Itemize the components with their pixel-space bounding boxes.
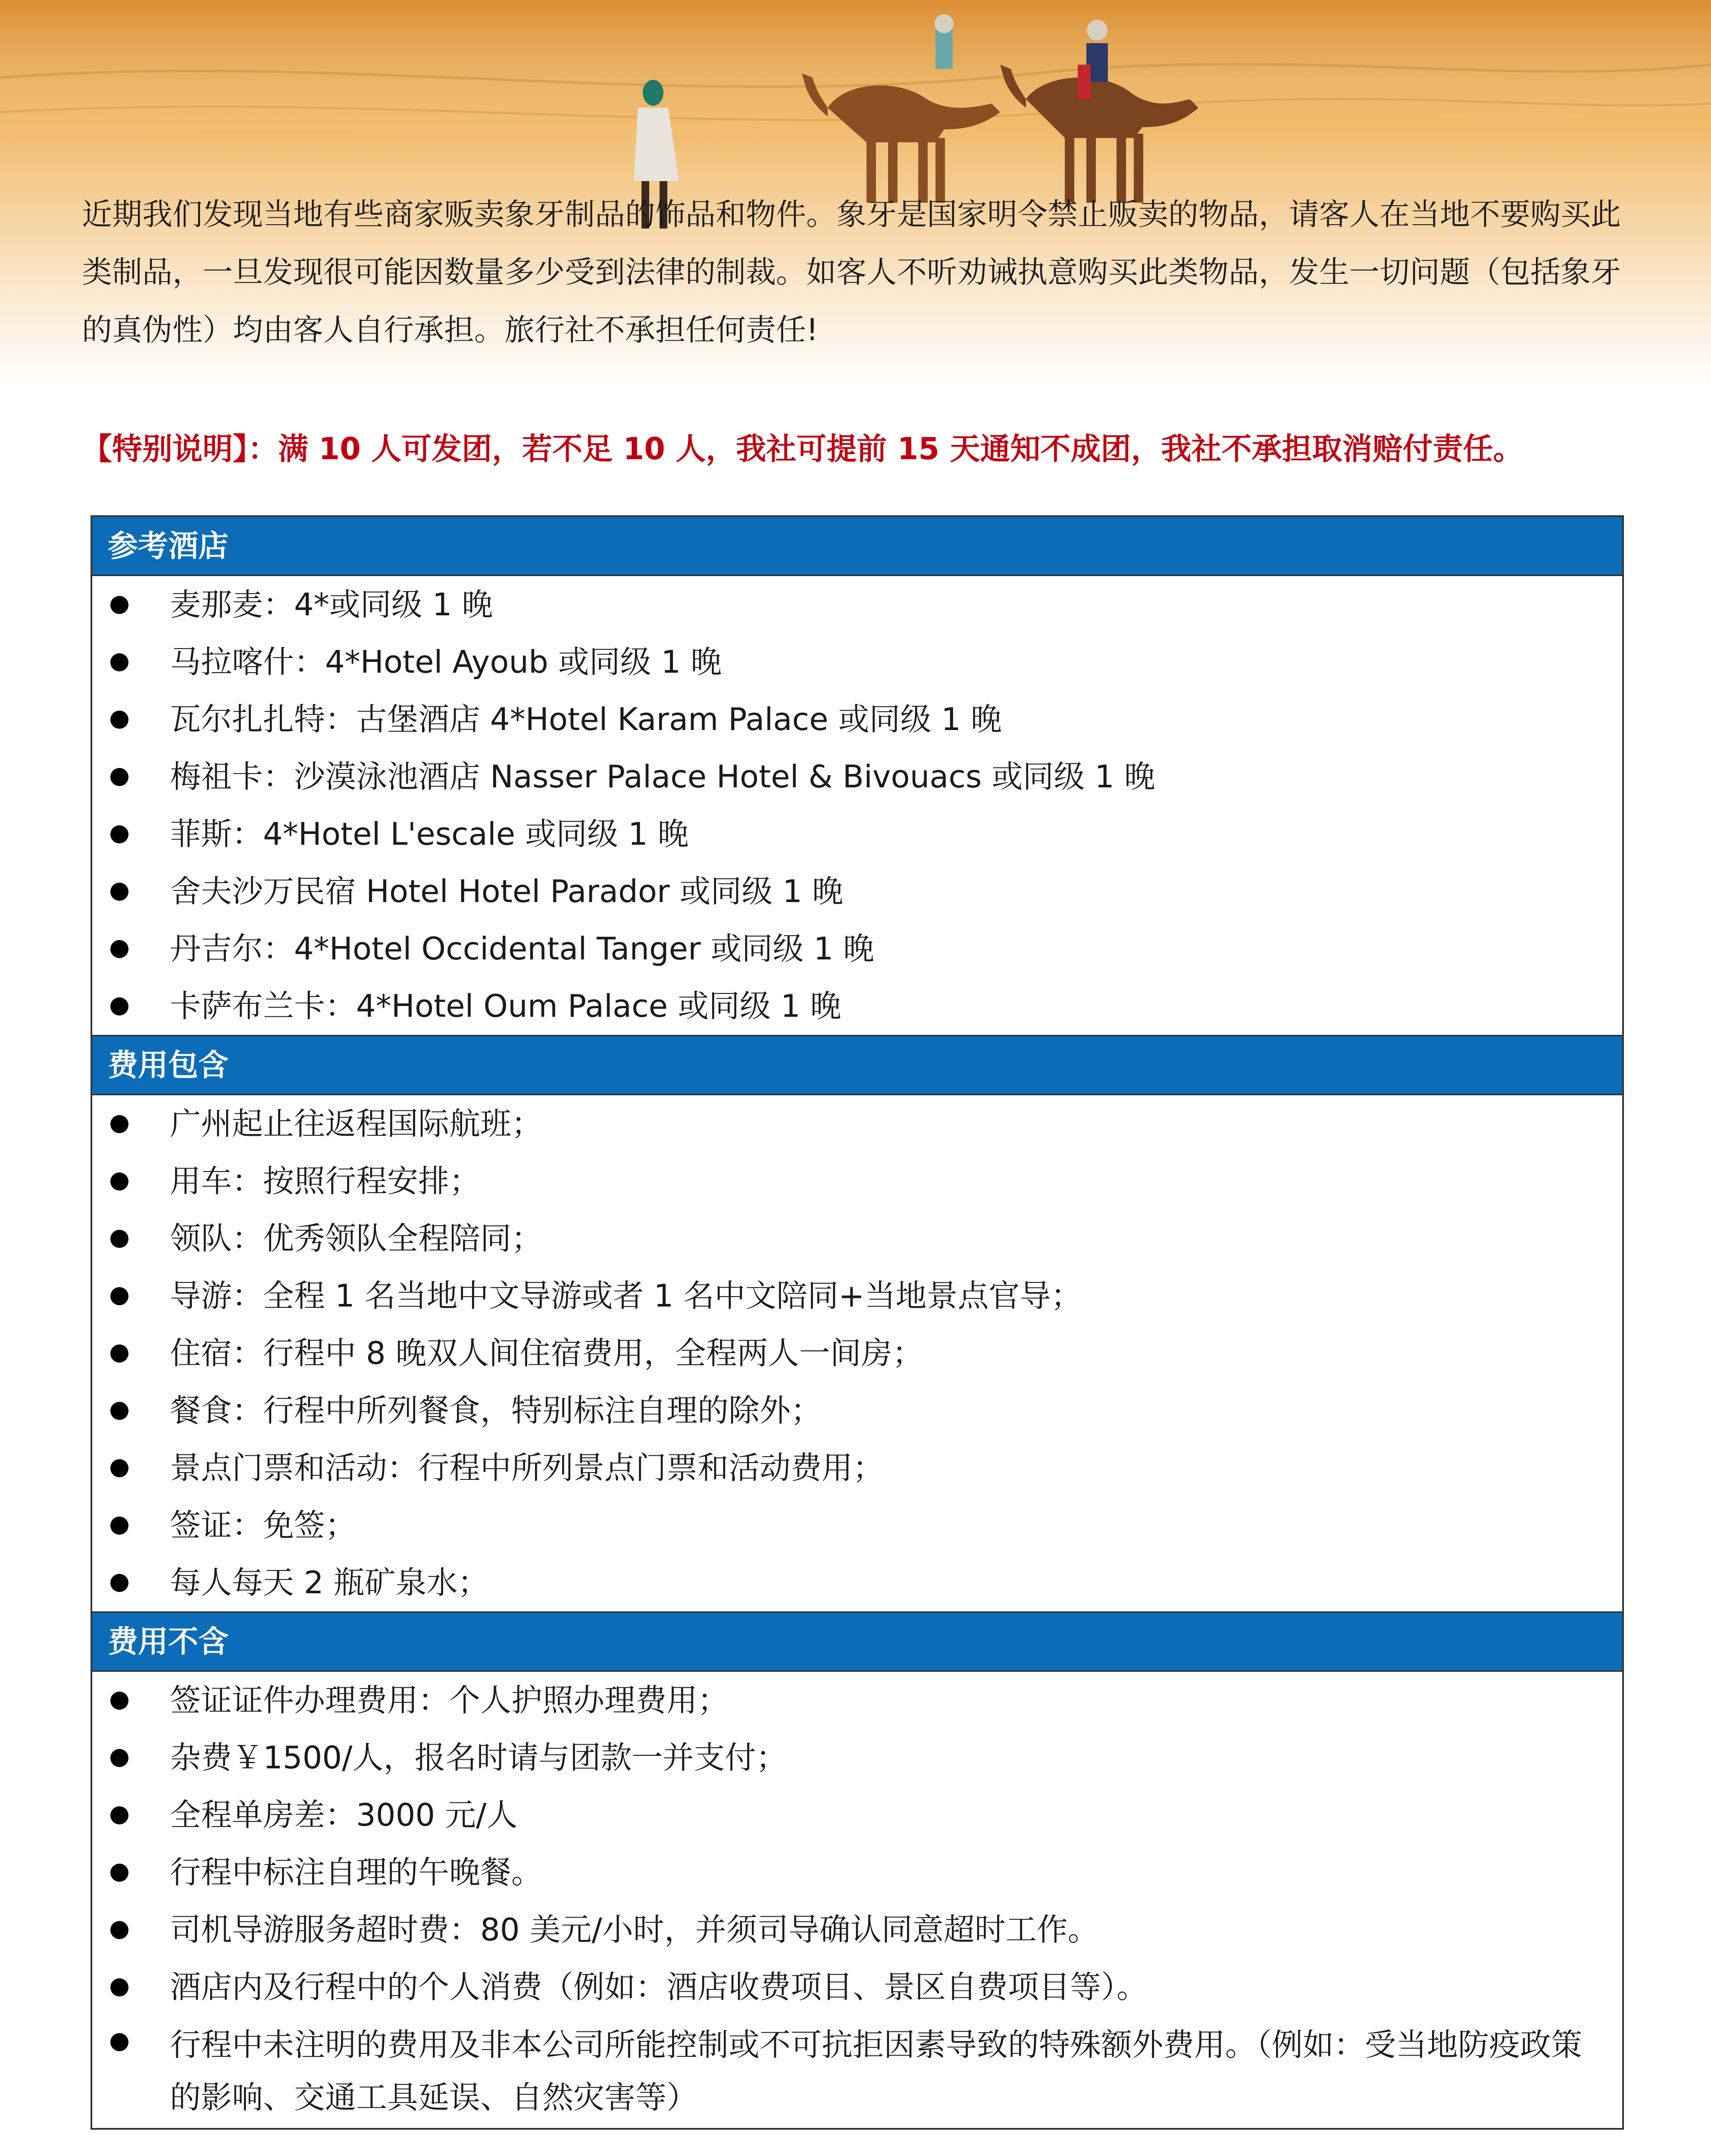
bullet-icon (110, 1692, 128, 1710)
list-item-text: 瓦尔扎扎特：古堡酒店 4*Hotel Karam Palace 或同级 1 晚 (170, 701, 1002, 737)
list-item (92, 805, 1622, 863)
list-item (92, 1267, 1622, 1325)
bullet-icon (110, 1344, 128, 1363)
bullet-icon (110, 940, 128, 958)
list-item-text: 马拉喀什：4*Hotel Ayoub 或同级 1 晚 (170, 644, 722, 680)
list-item-text: 麦那麦：4*或同级 1 晚 (170, 586, 493, 623)
list-item-text: 用车：按照行程安排； (170, 1163, 481, 1199)
list-item (92, 1672, 1622, 1729)
bullet-icon (110, 997, 128, 1015)
list-item (92, 691, 1622, 748)
list-item-text: 杂费￥1500/人，报名时请与团款一并支付； (170, 1739, 787, 1776)
list-item (92, 920, 1622, 978)
list-item-text: 司机导游服务超时费：80 美元/小时，并须司导确认同意超时工作。 (170, 1912, 1099, 1948)
list-item-text: 菲斯：4*Hotel L'escale 或同级 1 晚 (170, 816, 689, 852)
bullet-icon (110, 1517, 128, 1535)
list-item (92, 1382, 1622, 1439)
info-table (91, 515, 1624, 2130)
list-item (92, 1786, 1622, 1844)
included-list (92, 1095, 1622, 1611)
bullet-icon (110, 1749, 128, 1767)
bullet-icon (110, 1459, 128, 1477)
bullet-icon (110, 1287, 128, 1305)
bullet-icon (110, 711, 128, 729)
bullet-icon (110, 1806, 128, 1824)
bullet-icon (110, 1864, 128, 1882)
list-item-text: 行程中标注自理的午晚餐。 (170, 1854, 543, 1890)
list-item-text: 签证：免签； (170, 1507, 357, 1543)
list-item-text: 领队：优秀领队全程陪同； (170, 1220, 543, 1257)
list-item-text: 卡萨布兰卡：4*Hotel Oum Palace 或同级 1 晚 (170, 988, 841, 1024)
list-item (92, 1095, 1622, 1153)
list-item-text: 舍夫沙万民宿 Hotel Hotel Parador 或同级 1 晚 (170, 873, 843, 909)
list-item-text: 导游：全程 1 名当地中文导游或者 1 名中文陪同+当地景点官导； (170, 1278, 1082, 1314)
bullet-icon (110, 1172, 128, 1191)
list-item-text: 每人每天 2 瓶矿泉水； (170, 1564, 489, 1601)
bullet-icon (110, 1115, 128, 1133)
list-item (92, 863, 1622, 920)
list-item (92, 1844, 1622, 1901)
special-notice: 【特别说明】：满 10 人可发团，若不足 10 人，我社可提前 15 天通知不成团，我社不承担取消赔付责任。 (82, 431, 1523, 467)
list-item (92, 1325, 1622, 1382)
bullet-icon (110, 1978, 128, 1996)
bullet-icon (110, 2033, 128, 2051)
bullet-icon (110, 1230, 128, 1248)
list-item (92, 1153, 1622, 1210)
list-item-text: 丹吉尔：4*Hotel Occidental Tanger 或同级 1 晚 (170, 931, 875, 967)
bullet-icon (110, 1402, 128, 1420)
list-item-text: 签证证件办理费用：个人护照办理费用； (170, 1682, 729, 1718)
list-item (92, 1439, 1622, 1497)
bullet-icon (110, 653, 128, 671)
excluded-list (92, 1672, 1622, 2128)
list-item-text: 梅祖卡：沙漠泳池酒店 Nasser Palace Hotel & Bivouacs 或同级 1 晚 (170, 758, 1155, 795)
list-item (92, 1210, 1622, 1267)
bullet-icon (110, 1921, 128, 1939)
bullet-icon (110, 883, 128, 901)
list-item (92, 1729, 1622, 1786)
list-item (92, 633, 1622, 691)
list-item-text: 广州起止往返程国际航班； (170, 1106, 543, 1142)
list-item (92, 1554, 1622, 1611)
bullet-icon (110, 768, 128, 786)
list-item-text: 全程单房差：3000 元/人 (170, 1797, 518, 1833)
section-header-included: 费用包含 (92, 1035, 1622, 1095)
list-item-text: 餐食：行程中所列餐食，特别标注自理的除外； (170, 1392, 822, 1429)
list-item (92, 1959, 1622, 2016)
list-item (92, 748, 1622, 805)
list-item-text: 住宿：行程中 8 晚双人间住宿费用，全程两人一间房； (170, 1335, 923, 1371)
list-item (92, 576, 1622, 633)
ivory-warning-paragraph: 近期我们发现当地有些商家贩卖象牙制品的饰品和物件。象牙是国家明令禁止贩卖的物品，请客人在当地不要购买此类制品，一旦发现很可能因数量多少受到法律的制裁。如客人不听劝诫执意购买此类物品，发生一切问题（包括象牙的真伪性）均由客人自行承担。旅行社不承担任何责任! (82, 197, 1621, 348)
section-header-excluded: 费用不含 (92, 1611, 1622, 1672)
list-item-text: 行程中未注明的费用及非本公司所能控制或不可抗拒因素导致的特殊额外费用。（例如：受当地防疫政策的影响、交通工具延误、自然灾害等） (170, 2027, 1583, 2115)
bullet-icon (110, 825, 128, 843)
list-item (92, 978, 1622, 1035)
list-item-text: 酒店内及行程中的个人消费（例如：酒店收费项目、景区自费项目等）。 (170, 1969, 1148, 2005)
list-item-text: 景点门票和活动：行程中所列景点门票和活动费用； (170, 1450, 884, 1486)
list-item (92, 2016, 1622, 2128)
list-item (92, 1497, 1622, 1554)
bullet-icon (110, 596, 128, 614)
bullet-icon (110, 1574, 128, 1592)
hotel-list (92, 576, 1622, 1035)
list-item (92, 1901, 1622, 1959)
section-header-hotels: 参考酒店 (92, 517, 1622, 576)
